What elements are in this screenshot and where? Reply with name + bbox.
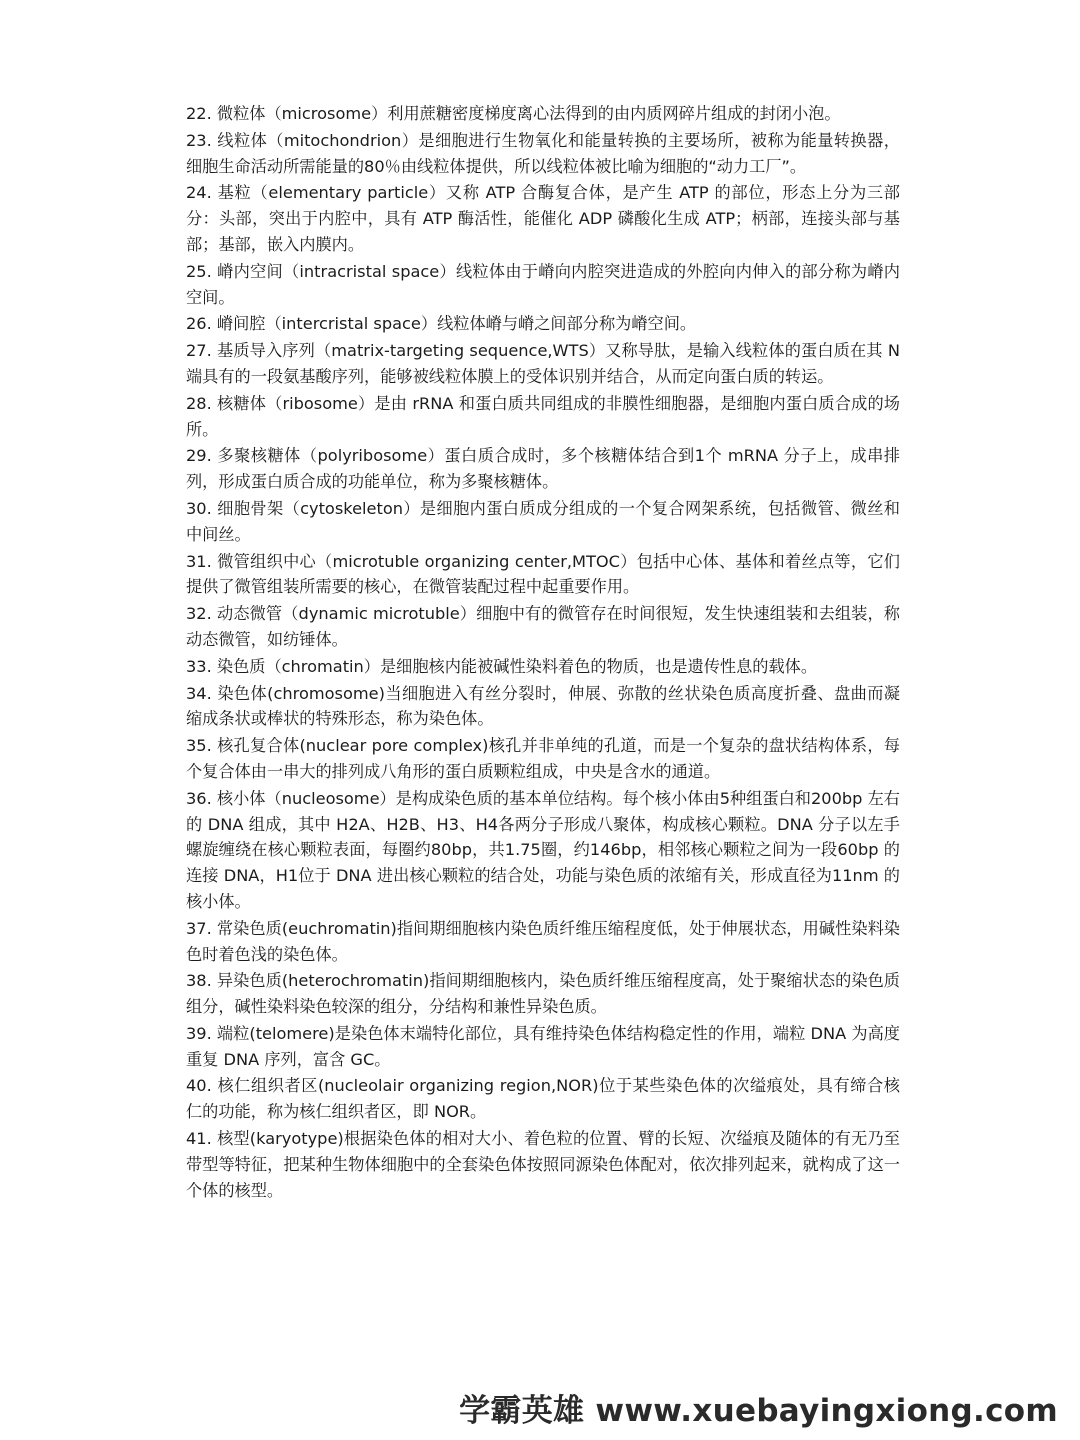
entry-25: 25. 嵴内空间（intracristal space）线粒体由于嵴向内腔突进造成的外腔向内伸入的部分称为嵴内空间。 <box>186 261 900 307</box>
entry-26: 26. 嵴间腔（intercristal space）线粒体嵴与嵴之间部分称为嵴空间。 <box>186 314 697 334</box>
entry-32: 32. 动态微管（dynamic microtuble）细胞中有的微管存在时间很短，发生快速组装和去组装，称动态微管，如纺锤体。 <box>186 604 900 649</box>
entry-23: 23. 线粒体（mitochondrion）是细胞进行生物氧化和能量转换的主要场所，被称为能量转换器，细胞生命活动所需能量的80％由线粒体提供，所以线粒体被比喻为细胞的“动力工厂”。 <box>186 130 900 176</box>
entry-24: 24. 基粒（elementary particle）又称 ATP 合酶复合体，是产生 ATP 的部位，形态上分为三部分：头部，突出于内腔中，具有 ATP 酶活性，能催化 ADP 磷酸化生成 ATP；柄部，连接头部与基部；基部，嵌入内膜内。 <box>186 183 900 254</box>
entry-37: 37. 常染色质(euchromatin)指间期细胞核内染色质纤维压缩程度低，处于伸展状态，用碱性染料染色时着色浅的染色体。 <box>186 918 900 964</box>
entry-22: 22. 微粒体（microsome）利用蔗糖密度梯度离心法得到的由内质网碎片组成的封闭小泡。 <box>186 104 841 123</box>
entry-28: 28. 核糖体（ribosome）是由 rRNA 和蛋白质共同组成的非膜性细胞器，是细胞内蛋白质合成的场所。 <box>186 393 900 439</box>
entry-33: 33. 染色质（chromatin）是细胞核内能被碱性染料着色的物质，也是遗传性息的载体。 <box>186 656 818 676</box>
entry-31: 31. 微管组织中心（microtuble organizing center,MTOC）包括中心体、基体和着丝点等，它们提供了微管组装所需要的核心，在微管装配过程中起重要作用。 <box>186 551 900 597</box>
document-body <box>186 101 900 1204</box>
entry-30: 30. 细胞骨架（cytoskeleton）是细胞内蛋白质成分组成的一个复合网架系统，包括微管、微丝和中间丝。 <box>186 498 900 544</box>
entry-35: 35. 核孔复合体(nuclear pore complex)核孔并非单纯的孔道，而是一个复杂的盘状结构体系，每个复合体由一串大的排列成八角形的蛋白质颗粒组成，中央是含水的通道。 <box>186 736 900 781</box>
entry-29: 29. 多聚核糖体（polyribosome）蛋白质合成时，多个核糖体结合到1个 mRNA 分子上，成串排列，形成蛋白质合成的功能单位，称为多聚核糖体。 <box>186 446 900 492</box>
entry-36: 36. 核小体（nucleosome）是构成染色质的基本单位结构。每个核小体由5种组蛋白和200bp 左右的 DNA 组成，其中 H2A、H2B、H3、H4各两分子形成八聚体，构成核心颗粒。DNA 分子以左手螺旋缠绕在核心颗粒表面，每圈约80bp，共1.75圈，约146bp，相邻核心颗粒之间为一段60bp 的连接 DNA，H1位于 DNA 进出核心颗粒的结合处，功能与染色质的浓缩有关，形成直径为11nm 的核小体。 <box>186 788 900 911</box>
entry-41: 41. 核型(karyotype)根据染色体的相对大小、着色粒的位置、臂的长短、次缢痕及随体的有无乃至带型等特征，把某种生物体细胞中的全套染色体按照同源染色体配对，依次排列起来，就构成了这一个体的核型。 <box>186 1129 900 1200</box>
entry-39: 39. 端粒(telomere)是染色体末端特化部位，具有维持染色体结构稳定性的作用，端粒 DNA 为高度重复 DNA 序列，富含 GC。 <box>186 1023 900 1069</box>
entry-40: 40. 核仁组织者区(nucleolair organizing region,NOR)位于某些染色体的次缢痕处，具有缔合核仁的功能，称为核仁组织者区，即 NOR。 <box>186 1076 900 1122</box>
entry-27: 27. 基质导入序列（matrix-targeting sequence,WTS）又称导肽，是输入线粒体的蛋白质在其 N 端具有的一段氨基酸序列，能够被线粒体膜上的受体识别并结合，从而定向蛋白质的转运。 <box>186 341 900 386</box>
site-watermark: 学霸英雄 www.xuebayingxiong.com <box>459 1393 1058 1429</box>
entry-34: 34. 染色体(chromosome)当细胞进入有丝分裂时，伸展、弥散的丝状染色质高度折叠、盘曲而凝缩成条状或棒状的特殊形态，称为染色体。 <box>186 683 900 729</box>
entry-38: 38. 异染色质(heterochromatin)指间期细胞核内，染色质纤维压缩程度高，处于聚缩状态的染色质组分，碱性染料染色较深的组分，分结构和兼性异染色质。 <box>186 971 900 1017</box>
